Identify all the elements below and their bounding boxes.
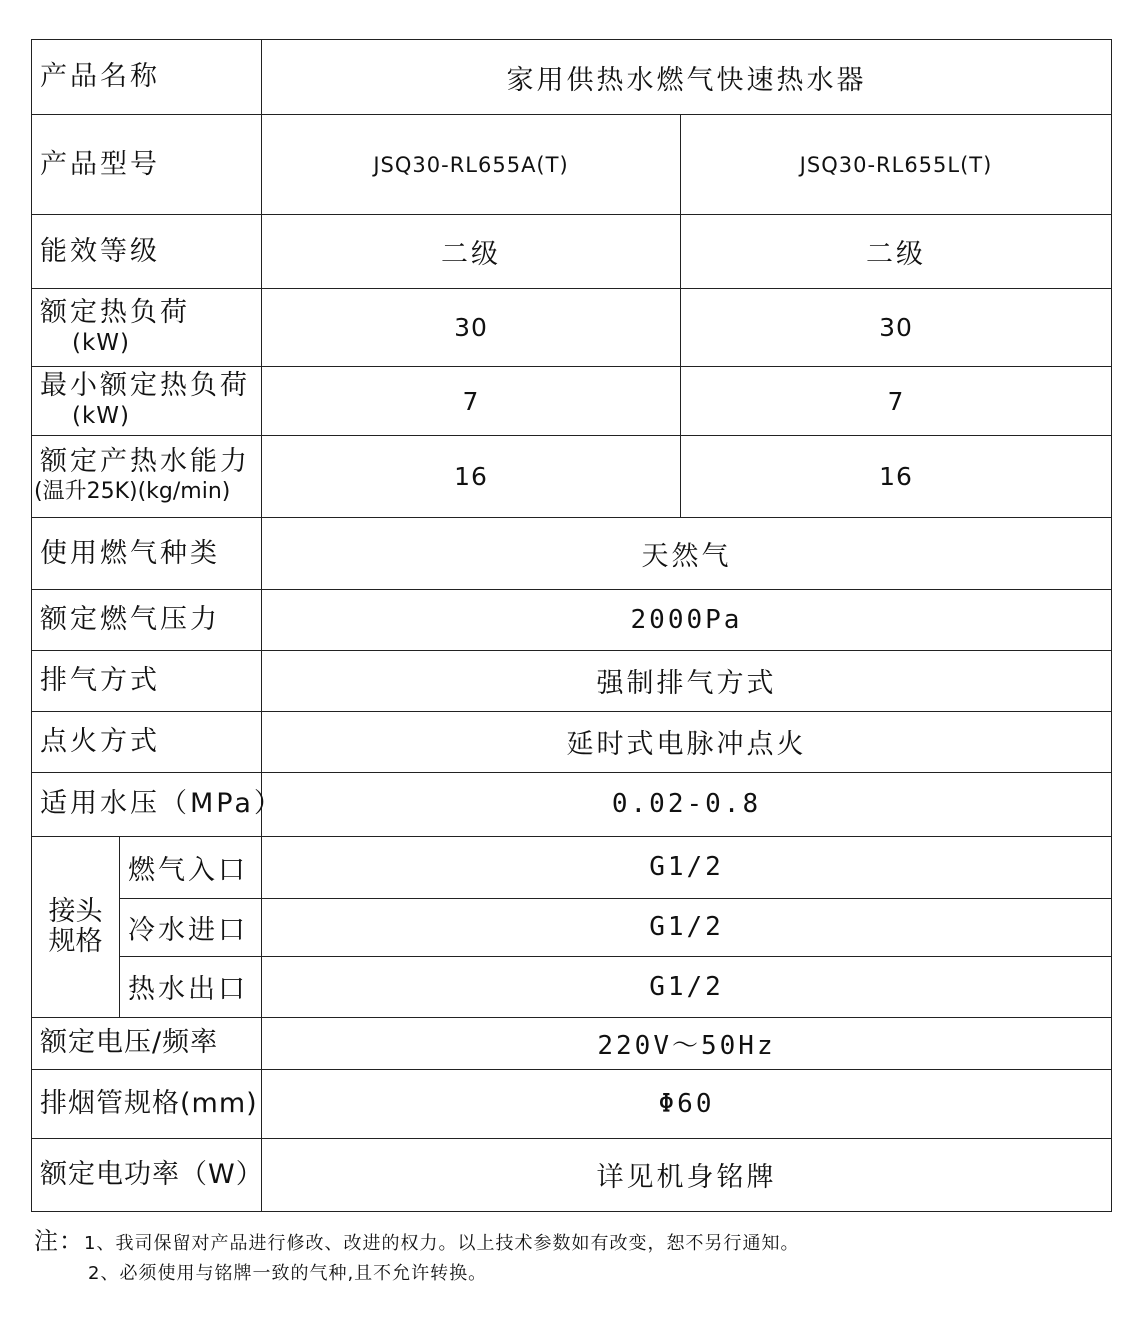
row-exhaust [32,651,1112,711]
power-label: 额定电功率（W） [32,1138,262,1211]
row-water-pressure [32,772,1112,836]
min-heat-load-unit: (kW) [72,403,131,430]
note-2: 2、必须使用与铭牌一致的气种,且不允许转换。 [88,1263,488,1284]
note-1: 1、我司保留对产品进行修改、改进的权力。以上技术参数如有改变，恕不另行通知。 [84,1233,800,1254]
efficiency-label: 能效等级 [32,215,262,289]
min-heat-load-value-b: 7 [681,367,1112,436]
row-rated-heat-load [32,289,1112,367]
power-value: 详见机身铭牌 [262,1138,1112,1211]
row-gas-inlet [32,836,1112,898]
gas-inlet-label: 燃气入口 [120,836,262,898]
product-name-value: 家用供热水燃气快速热水器 [262,40,1112,115]
min-heat-load-value-a: 7 [262,367,681,436]
row-gas-type [32,518,1112,590]
connector-group-label [32,836,120,1017]
water-pressure-label: 适用水压（MPa） [32,772,262,836]
row-model [32,115,1112,215]
row-efficiency [32,215,1112,289]
row-flue [32,1069,1112,1138]
rated-heat-load-label-text: 额定热负荷 [40,296,190,328]
gas-inlet-value: G1/2 [262,836,1112,898]
connector-group-label-line1: 接头 [48,895,103,927]
min-heat-load-label [32,367,262,436]
row-power [32,1138,1112,1211]
hot-outlet-label: 热水出口 [120,956,262,1017]
hot-water-capacity-value-b: 16 [681,436,1112,518]
notes-prefix: 注： [34,1227,84,1255]
ignition-label: 点火方式 [32,711,262,772]
gas-type-value: 天然气 [262,518,1112,590]
water-pressure-value: 0.02-0.8 [262,772,1112,836]
ignition-value: 延时式电脉冲点火 [262,711,1112,772]
note-line-1 [34,1226,799,1259]
notes [34,1226,799,1289]
hot-water-capacity-label-text: 额定产热水能力 [40,445,250,477]
voltage-label: 额定电压/频率 [32,1017,262,1069]
connector-group-label-line2: 规格 [48,925,103,957]
rated-heat-load-value-a: 30 [262,289,681,367]
hot-outlet-value: G1/2 [262,956,1112,1017]
cold-inlet-label: 冷水进口 [120,898,262,956]
rated-heat-load-value-b: 30 [681,289,1112,367]
gas-pressure-value: 2000Pa [262,590,1112,651]
model-value-a: JSQ30-RL655A(T) [262,115,681,215]
row-voltage [32,1017,1112,1069]
product-name-label: 产品名称 [32,40,262,115]
model-label: 产品型号 [32,115,262,215]
exhaust-value: 强制排气方式 [262,651,1112,711]
gas-type-label: 使用燃气种类 [32,518,262,590]
flue-value: Φ60 [262,1069,1112,1138]
exhaust-label: 排气方式 [32,651,262,711]
rated-heat-load-unit: (kW) [72,329,131,356]
row-ignition [32,711,1112,772]
efficiency-value-a: 二级 [262,215,681,289]
flue-label: 排烟管规格(mm) [32,1069,262,1138]
row-hot-outlet [32,956,1112,1017]
min-heat-load-label-text: 最小额定热负荷 [40,370,250,402]
spec-table [31,39,1112,1212]
model-value-b: JSQ30-RL655L(T) [681,115,1112,215]
gas-pressure-label: 额定燃气压力 [32,590,262,651]
hot-water-capacity-value-a: 16 [262,436,681,518]
rated-heat-load-label [32,289,262,367]
row-product-name [32,40,1112,115]
voltage-value: 220V～50Hz [262,1017,1112,1069]
cold-inlet-value: G1/2 [262,898,1112,956]
row-gas-pressure [32,590,1112,651]
efficiency-value-b: 二级 [681,215,1112,289]
row-min-heat-load [32,367,1112,436]
row-hot-water-capacity [32,436,1112,518]
hot-water-capacity-unit: (温升25K)(kg/min) [34,478,231,504]
row-cold-inlet [32,898,1112,956]
hot-water-capacity-label [32,436,262,518]
